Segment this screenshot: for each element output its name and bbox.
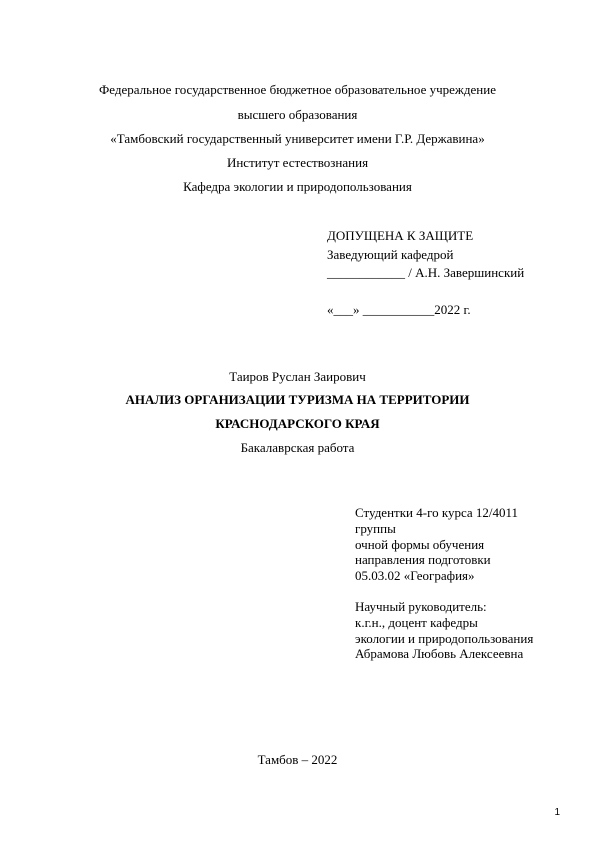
approval-heading: ДОПУЩЕНА К ЗАЩИТЕ bbox=[327, 228, 474, 243]
supervisor-name: Абрамова Любовь Алексеевна bbox=[355, 646, 524, 662]
thesis-title-line-1: АНАЛИЗ ОРГАНИЗАЦИИ ТУРИЗМА НА ТЕРРИТОРИИ bbox=[125, 392, 470, 407]
student-direction-code: 05.03.02 «География» bbox=[355, 568, 475, 584]
city-year: Тамбов – 2022 bbox=[257, 752, 338, 767]
header-university: «Тамбовский государственный университет имени Г.Р. Державина» bbox=[110, 131, 485, 146]
supervisor-department: экологии и природопользования bbox=[355, 630, 534, 646]
work-type: Бакалаврская работа bbox=[240, 440, 355, 455]
thesis-title-line-2: КРАСНОДАРСКОГО КРАЯ bbox=[215, 416, 380, 431]
approval-spacer bbox=[327, 283, 524, 301]
page-number: 1 bbox=[554, 807, 560, 818]
approval-head-of-department: Заведующий кафедрой bbox=[327, 246, 454, 262]
header-education-level: высшего образования bbox=[237, 107, 358, 122]
student-spacer bbox=[355, 584, 533, 599]
header-institution: Федеральное государственное бюджетное образовательное учреждение bbox=[99, 82, 496, 97]
supervisor-position: к.г.н., доцент кафедры bbox=[355, 614, 478, 630]
author-name: Таиров Руслан Заирович bbox=[229, 369, 366, 384]
student-info-block bbox=[355, 505, 533, 662]
student-direction-label: направления подготовки bbox=[355, 552, 491, 568]
supervisor-label: Научный руководитель: bbox=[355, 598, 487, 614]
header-institute: Институт естествознания bbox=[226, 155, 369, 170]
student-course: Студентки 4-го курса 12/4011 bbox=[355, 505, 519, 520]
approval-signature-line: ____________ / А.Н. Завершинский bbox=[327, 265, 525, 280]
student-group: группы bbox=[355, 520, 396, 536]
header-department: Кафедра экологии и природопользования bbox=[183, 179, 412, 194]
student-study-form: очной формы обучения bbox=[355, 536, 485, 552]
approval-date-line: «___» ___________2022 г. bbox=[327, 301, 471, 317]
approval-block bbox=[327, 227, 524, 319]
